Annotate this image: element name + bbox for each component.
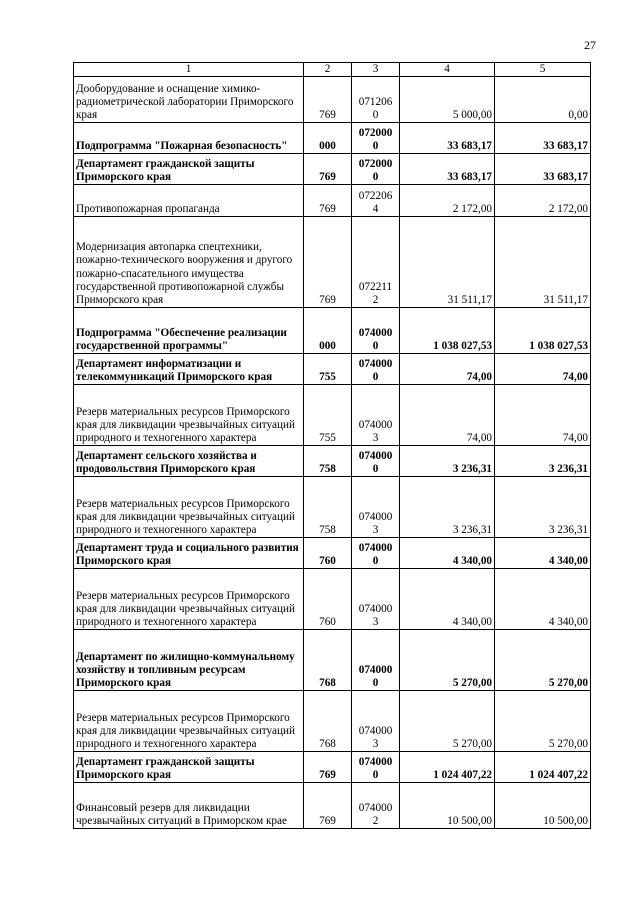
amount-2014-cell: 3 236,31 <box>400 446 495 477</box>
table-row <box>74 691 591 752</box>
row-name-cell: Департамент сельского хозяйства и продовольствия Приморского края <box>74 446 304 477</box>
amount-2015-cell: 5 270,00 <box>495 691 591 752</box>
column-header: 5 <box>495 63 591 77</box>
amount-2015-cell: 1 038 027,53 <box>495 308 591 354</box>
row-name-cell: Резерв материальных ресурсов Приморского края для ликвидации чрезвычайных ситуаций природного и техногенного характера <box>74 569 304 630</box>
row-name-cell: Подпрограмма "Пожарная безопасность" <box>74 123 304 154</box>
amount-2014-cell: 33 683,17 <box>400 123 495 154</box>
row-name-cell: Дооборудование и оснащение химико-радиометрической лаборатории Приморского края <box>74 77 304 123</box>
table-header-row <box>74 63 591 77</box>
program-code-cell: 074000 3 <box>352 385 400 446</box>
table-row <box>74 569 591 630</box>
row-name-cell: Резерв материальных ресурсов Приморского края для ликвидации чрезвычайных ситуаций природного и техногенного характера <box>74 477 304 538</box>
program-code-cell: 074000 0 <box>352 752 400 783</box>
table-row <box>74 354 591 385</box>
column-header: 1 <box>74 63 304 77</box>
program-code-cell: 074000 0 <box>352 446 400 477</box>
ministry-code-cell: 000 <box>304 123 352 154</box>
ministry-code-cell: 768 <box>304 691 352 752</box>
ministry-code-cell: 769 <box>304 217 352 308</box>
table-row <box>74 446 591 477</box>
amount-2015-cell: 0,00 <box>495 77 591 123</box>
ministry-code-cell: 000 <box>304 308 352 354</box>
amount-2014-cell: 3 236,31 <box>400 477 495 538</box>
table-row <box>74 538 591 569</box>
program-code-cell: 074000 0 <box>352 630 400 691</box>
table-row <box>74 385 591 446</box>
amount-2015-cell: 5 270,00 <box>495 630 591 691</box>
program-code-cell: 074000 0 <box>352 354 400 385</box>
program-code-cell: 072206 4 <box>352 185 400 217</box>
amount-2014-cell: 2 172,00 <box>400 185 495 217</box>
ministry-code-cell: 769 <box>304 77 352 123</box>
ministry-code-cell: 768 <box>304 630 352 691</box>
row-name-cell: Финансовый резерв для ликвидации чрезвычайных ситуаций в Приморском крае <box>74 783 304 829</box>
table-row <box>74 783 591 829</box>
table-row <box>74 77 591 123</box>
amount-2014-cell: 33 683,17 <box>400 154 495 185</box>
budget-table <box>73 62 591 829</box>
amount-2014-cell: 74,00 <box>400 385 495 446</box>
ministry-code-cell: 769 <box>304 154 352 185</box>
amount-2015-cell: 4 340,00 <box>495 538 591 569</box>
amount-2014-cell: 31 511,17 <box>400 217 495 308</box>
program-code-cell: 072000 0 <box>352 154 400 185</box>
amount-2015-cell: 1 024 407,22 <box>495 752 591 783</box>
amount-2015-cell: 74,00 <box>495 354 591 385</box>
ministry-code-cell: 769 <box>304 752 352 783</box>
amount-2014-cell: 1 024 407,22 <box>400 752 495 783</box>
program-code-cell: 074000 0 <box>352 538 400 569</box>
ministry-code-cell: 769 <box>304 783 352 829</box>
column-header: 4 <box>400 63 495 77</box>
table-row <box>74 217 591 308</box>
ministry-code-cell: 760 <box>304 538 352 569</box>
program-code-cell: 072000 0 <box>352 123 400 154</box>
ministry-code-cell: 758 <box>304 477 352 538</box>
table-row <box>74 477 591 538</box>
program-code-cell: 074000 3 <box>352 477 400 538</box>
table-row <box>74 123 591 154</box>
amount-2015-cell: 2 172,00 <box>495 185 591 217</box>
ministry-code-cell: 758 <box>304 446 352 477</box>
row-name-cell: Модернизация автопарка спецтехники, пожарно-технического вооружения и другого пожарно-спасательного имущества государственной противопожарной службы Приморского края <box>74 217 304 308</box>
amount-2014-cell: 10 500,00 <box>400 783 495 829</box>
amount-2015-cell: 33 683,17 <box>495 154 591 185</box>
amount-2015-cell: 3 236,31 <box>495 446 591 477</box>
program-code-cell: 072211 2 <box>352 217 400 308</box>
amount-2015-cell: 74,00 <box>495 385 591 446</box>
program-code-cell: 074000 3 <box>352 691 400 752</box>
amount-2015-cell: 3 236,31 <box>495 477 591 538</box>
ministry-code-cell: 760 <box>304 569 352 630</box>
amount-2014-cell: 5 000,00 <box>400 77 495 123</box>
amount-2015-cell: 10 500,00 <box>495 783 591 829</box>
amount-2015-cell: 4 340,00 <box>495 569 591 630</box>
program-code-cell: 074000 0 <box>352 308 400 354</box>
ministry-code-cell: 769 <box>304 185 352 217</box>
program-code-cell: 074000 3 <box>352 569 400 630</box>
row-name-cell: Подпрограмма "Обеспечение реализации государственной программы" <box>74 308 304 354</box>
amount-2014-cell: 5 270,00 <box>400 691 495 752</box>
amount-2014-cell: 4 340,00 <box>400 569 495 630</box>
table-row <box>74 308 591 354</box>
table-row <box>74 154 591 185</box>
row-name-cell: Департамент гражданской защиты Приморского края <box>74 752 304 783</box>
table-row <box>74 630 591 691</box>
page-number: 27 <box>584 38 596 52</box>
column-header: 3 <box>352 63 400 77</box>
column-header: 2 <box>304 63 352 77</box>
program-code-cell: 071206 0 <box>352 77 400 123</box>
table-row <box>74 185 591 217</box>
row-name-cell: Противопожарная пропаганда <box>74 185 304 217</box>
amount-2014-cell: 5 270,00 <box>400 630 495 691</box>
amount-2015-cell: 33 683,17 <box>495 123 591 154</box>
amount-2015-cell: 31 511,17 <box>495 217 591 308</box>
row-name-cell: Резерв материальных ресурсов Приморского края для ликвидации чрезвычайных ситуаций природного и техногенного характера <box>74 385 304 446</box>
program-code-cell: 074000 2 <box>352 783 400 829</box>
ministry-code-cell: 755 <box>304 385 352 446</box>
row-name-cell: Резерв материальных ресурсов Приморского края для ликвидации чрезвычайных ситуаций природного и техногенного характера <box>74 691 304 752</box>
amount-2014-cell: 1 038 027,53 <box>400 308 495 354</box>
row-name-cell: Департамент гражданской защиты Приморского края <box>74 154 304 185</box>
row-name-cell: Департамент информатизации и телекоммуникаций Приморского края <box>74 354 304 385</box>
row-name-cell: Департамент труда и социального развития Приморского края <box>74 538 304 569</box>
amount-2014-cell: 4 340,00 <box>400 538 495 569</box>
table-row <box>74 752 591 783</box>
row-name-cell: Департамент по жилищно-коммунальному хозяйству и топливным ресурсам Приморского края <box>74 630 304 691</box>
amount-2014-cell: 74,00 <box>400 354 495 385</box>
ministry-code-cell: 755 <box>304 354 352 385</box>
